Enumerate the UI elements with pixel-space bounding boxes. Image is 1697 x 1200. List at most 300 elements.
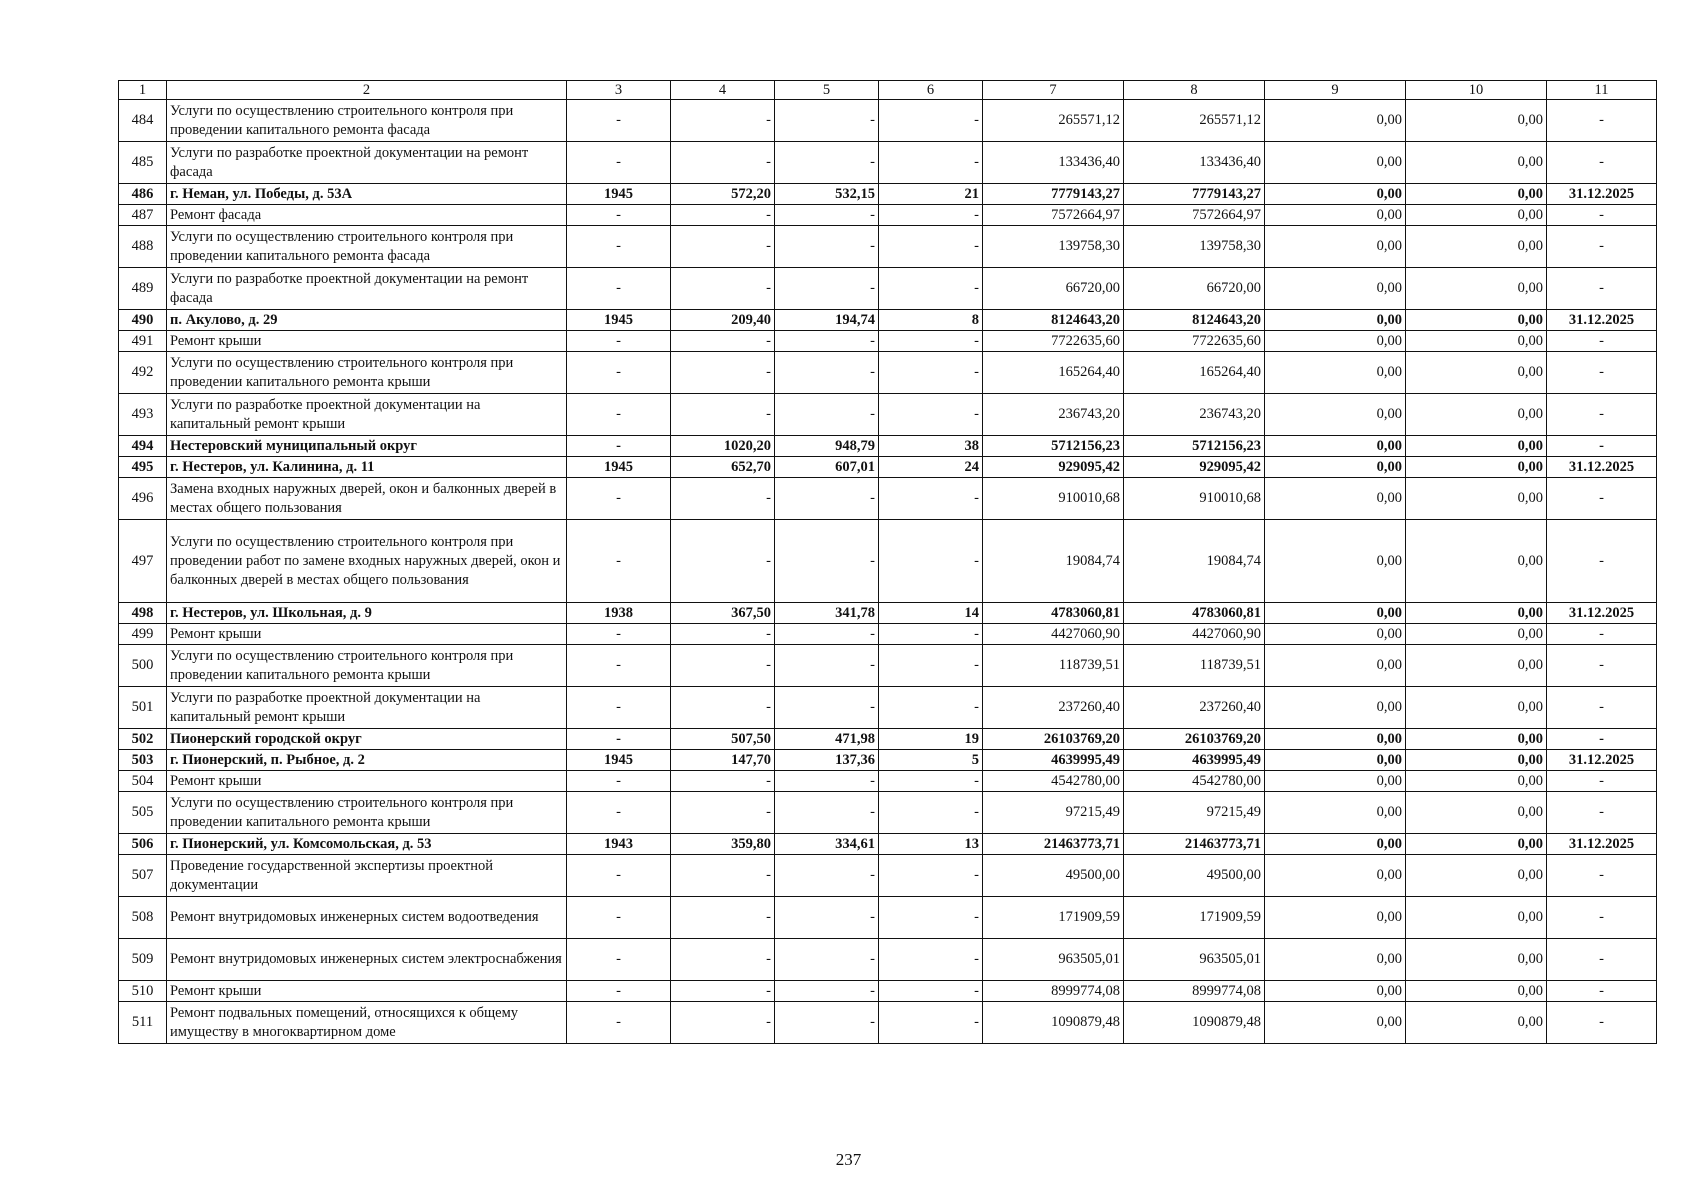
living-area-cell: - bbox=[775, 939, 879, 981]
living-area-cell: - bbox=[775, 1002, 879, 1044]
residents-cell: - bbox=[879, 226, 983, 268]
residents-cell: - bbox=[879, 939, 983, 981]
row-number-cell: 491 bbox=[119, 331, 167, 352]
budget-cost-cell: 0,00 bbox=[1265, 184, 1406, 205]
budget-cost-cell: 0,00 bbox=[1265, 205, 1406, 226]
row-number-cell: 497 bbox=[119, 520, 167, 603]
area-cell: - bbox=[671, 205, 775, 226]
deadline-cell: - bbox=[1547, 100, 1657, 142]
area-cell: - bbox=[671, 352, 775, 394]
table-row bbox=[119, 268, 1657, 310]
budget-cost-cell: 0,00 bbox=[1265, 478, 1406, 520]
other-cost-cell: 0,00 bbox=[1406, 142, 1547, 184]
row-number-cell: 506 bbox=[119, 834, 167, 855]
total-cost-cell: 5712156,23 bbox=[983, 436, 1124, 457]
total-cost-cell: 21463773,71 bbox=[983, 834, 1124, 855]
item-name-cell: г. Нестеров, ул. Калинина, д. 11 bbox=[167, 457, 567, 478]
living-area-cell: - bbox=[775, 520, 879, 603]
budget-cost-cell: 0,00 bbox=[1265, 268, 1406, 310]
total-cost-cell: 265571,12 bbox=[983, 100, 1124, 142]
table-row bbox=[119, 520, 1657, 603]
row-number-cell: 505 bbox=[119, 792, 167, 834]
item-name-cell: Ремонт крыши bbox=[167, 981, 567, 1002]
row-number-cell: 509 bbox=[119, 939, 167, 981]
area-cell: 1020,20 bbox=[671, 436, 775, 457]
document-page bbox=[118, 80, 1656, 1044]
item-name-cell: Пионерский городской округ bbox=[167, 729, 567, 750]
row-number-cell: 504 bbox=[119, 771, 167, 792]
page-number: 237 bbox=[835, 1150, 862, 1169]
year-cell: - bbox=[567, 939, 671, 981]
budget-cost-cell: 0,00 bbox=[1265, 939, 1406, 981]
residents-cell: 21 bbox=[879, 184, 983, 205]
deadline-cell: 31.12.2025 bbox=[1547, 310, 1657, 331]
table-row bbox=[119, 184, 1657, 205]
residents-cell: - bbox=[879, 1002, 983, 1044]
table-row bbox=[119, 687, 1657, 729]
budget-cost-cell: 0,00 bbox=[1265, 603, 1406, 624]
residents-cell: - bbox=[879, 520, 983, 603]
area-cell: - bbox=[671, 771, 775, 792]
total-cost-cell: 8124643,20 bbox=[983, 310, 1124, 331]
row-number-cell: 496 bbox=[119, 478, 167, 520]
column-number: 6 bbox=[879, 81, 983, 100]
deadline-cell: - bbox=[1547, 268, 1657, 310]
year-cell: 1945 bbox=[567, 184, 671, 205]
area-cell: - bbox=[671, 331, 775, 352]
column-number: 5 bbox=[775, 81, 879, 100]
living-area-cell: - bbox=[775, 394, 879, 436]
table-row bbox=[119, 750, 1657, 771]
living-area-cell: - bbox=[775, 981, 879, 1002]
table-row bbox=[119, 792, 1657, 834]
deadline-cell: - bbox=[1547, 142, 1657, 184]
living-area-cell: 334,61 bbox=[775, 834, 879, 855]
budget-cost-cell: 0,00 bbox=[1265, 394, 1406, 436]
item-name-cell: г. Неман, ул. Победы, д. 53А bbox=[167, 184, 567, 205]
area-cell: - bbox=[671, 226, 775, 268]
table-row bbox=[119, 310, 1657, 331]
deadline-cell: - bbox=[1547, 520, 1657, 603]
other-cost-cell: 0,00 bbox=[1406, 750, 1547, 771]
row-number-cell: 495 bbox=[119, 457, 167, 478]
fund-cost-cell: 8124643,20 bbox=[1124, 310, 1265, 331]
other-cost-cell: 0,00 bbox=[1406, 478, 1547, 520]
living-area-cell: 948,79 bbox=[775, 436, 879, 457]
table-body bbox=[119, 100, 1657, 1044]
fund-cost-cell: 139758,30 bbox=[1124, 226, 1265, 268]
living-area-cell: 137,36 bbox=[775, 750, 879, 771]
other-cost-cell: 0,00 bbox=[1406, 394, 1547, 436]
other-cost-cell: 0,00 bbox=[1406, 352, 1547, 394]
fund-cost-cell: 4427060,90 bbox=[1124, 624, 1265, 645]
residents-cell: - bbox=[879, 100, 983, 142]
area-cell: 359,80 bbox=[671, 834, 775, 855]
other-cost-cell: 0,00 bbox=[1406, 205, 1547, 226]
other-cost-cell: 0,00 bbox=[1406, 624, 1547, 645]
fund-cost-cell: 171909,59 bbox=[1124, 897, 1265, 939]
table-row bbox=[119, 457, 1657, 478]
deadline-cell: 31.12.2025 bbox=[1547, 603, 1657, 624]
deadline-cell: - bbox=[1547, 897, 1657, 939]
total-cost-cell: 4783060,81 bbox=[983, 603, 1124, 624]
residents-cell: - bbox=[879, 352, 983, 394]
row-number-cell: 492 bbox=[119, 352, 167, 394]
deadline-cell: - bbox=[1547, 226, 1657, 268]
row-number-cell: 499 bbox=[119, 624, 167, 645]
budget-cost-cell: 0,00 bbox=[1265, 331, 1406, 352]
area-cell: - bbox=[671, 394, 775, 436]
budget-cost-cell: 0,00 bbox=[1265, 310, 1406, 331]
total-cost-cell: 4639995,49 bbox=[983, 750, 1124, 771]
other-cost-cell: 0,00 bbox=[1406, 855, 1547, 897]
residents-cell: 13 bbox=[879, 834, 983, 855]
total-cost-cell: 7572664,97 bbox=[983, 205, 1124, 226]
column-number-row bbox=[119, 81, 1657, 100]
item-name-cell: Ремонт крыши bbox=[167, 624, 567, 645]
budget-cost-cell: 0,00 bbox=[1265, 687, 1406, 729]
row-number-cell: 510 bbox=[119, 981, 167, 1002]
deadline-cell: - bbox=[1547, 478, 1657, 520]
other-cost-cell: 0,00 bbox=[1406, 226, 1547, 268]
total-cost-cell: 133436,40 bbox=[983, 142, 1124, 184]
total-cost-cell: 97215,49 bbox=[983, 792, 1124, 834]
budget-cost-cell: 0,00 bbox=[1265, 729, 1406, 750]
row-number-cell: 507 bbox=[119, 855, 167, 897]
living-area-cell: 471,98 bbox=[775, 729, 879, 750]
budget-cost-cell: 0,00 bbox=[1265, 624, 1406, 645]
year-cell: 1943 bbox=[567, 834, 671, 855]
other-cost-cell: 0,00 bbox=[1406, 331, 1547, 352]
year-cell: - bbox=[567, 142, 671, 184]
year-cell: - bbox=[567, 352, 671, 394]
residents-cell: 19 bbox=[879, 729, 983, 750]
table-row bbox=[119, 729, 1657, 750]
budget-cost-cell: 0,00 bbox=[1265, 855, 1406, 897]
total-cost-cell: 165264,40 bbox=[983, 352, 1124, 394]
year-cell: - bbox=[567, 100, 671, 142]
table-row bbox=[119, 624, 1657, 645]
area-cell: - bbox=[671, 855, 775, 897]
other-cost-cell: 0,00 bbox=[1406, 687, 1547, 729]
item-name-cell: Услуги по разработке проектной документации на ремонт фасада bbox=[167, 142, 567, 184]
item-name-cell: Услуги по разработке проектной документации на капитальный ремонт крыши bbox=[167, 394, 567, 436]
table-row bbox=[119, 897, 1657, 939]
area-cell: 572,20 bbox=[671, 184, 775, 205]
year-cell: 1945 bbox=[567, 310, 671, 331]
item-name-cell: Проведение государственной экспертизы проектной документации bbox=[167, 855, 567, 897]
item-name-cell: Ремонт фасада bbox=[167, 205, 567, 226]
year-cell: - bbox=[567, 624, 671, 645]
area-cell: - bbox=[671, 1002, 775, 1044]
fund-cost-cell: 133436,40 bbox=[1124, 142, 1265, 184]
other-cost-cell: 0,00 bbox=[1406, 268, 1547, 310]
row-number-cell: 494 bbox=[119, 436, 167, 457]
item-name-cell: Услуги по осуществлению строительного контроля при проведении капитального ремонта крыши bbox=[167, 352, 567, 394]
residents-cell: - bbox=[879, 645, 983, 687]
year-cell: - bbox=[567, 792, 671, 834]
budget-cost-cell: 0,00 bbox=[1265, 645, 1406, 687]
table-row bbox=[119, 100, 1657, 142]
fund-cost-cell: 21463773,71 bbox=[1124, 834, 1265, 855]
fund-cost-cell: 4542780,00 bbox=[1124, 771, 1265, 792]
fund-cost-cell: 165264,40 bbox=[1124, 352, 1265, 394]
budget-cost-cell: 0,00 bbox=[1265, 750, 1406, 771]
fund-cost-cell: 237260,40 bbox=[1124, 687, 1265, 729]
area-cell: - bbox=[671, 897, 775, 939]
area-cell: - bbox=[671, 478, 775, 520]
area-cell: - bbox=[671, 520, 775, 603]
total-cost-cell: 1090879,48 bbox=[983, 1002, 1124, 1044]
living-area-cell: - bbox=[775, 268, 879, 310]
table-row bbox=[119, 226, 1657, 268]
column-number: 8 bbox=[1124, 81, 1265, 100]
year-cell: 1945 bbox=[567, 457, 671, 478]
table-row bbox=[119, 834, 1657, 855]
total-cost-cell: 7722635,60 bbox=[983, 331, 1124, 352]
year-cell: - bbox=[567, 855, 671, 897]
other-cost-cell: 0,00 bbox=[1406, 981, 1547, 1002]
row-number-cell: 498 bbox=[119, 603, 167, 624]
living-area-cell: - bbox=[775, 142, 879, 184]
residents-cell: - bbox=[879, 331, 983, 352]
other-cost-cell: 0,00 bbox=[1406, 729, 1547, 750]
item-name-cell: Замена входных наружных дверей, окон и балконных дверей в местах общего пользования bbox=[167, 478, 567, 520]
area-cell: 209,40 bbox=[671, 310, 775, 331]
area-cell: - bbox=[671, 100, 775, 142]
column-number: 2 bbox=[167, 81, 567, 100]
budget-cost-cell: 0,00 bbox=[1265, 771, 1406, 792]
year-cell: - bbox=[567, 729, 671, 750]
other-cost-cell: 0,00 bbox=[1406, 645, 1547, 687]
other-cost-cell: 0,00 bbox=[1406, 834, 1547, 855]
total-cost-cell: 49500,00 bbox=[983, 855, 1124, 897]
area-cell: - bbox=[671, 981, 775, 1002]
residents-cell: - bbox=[879, 792, 983, 834]
area-cell: 507,50 bbox=[671, 729, 775, 750]
table-row bbox=[119, 939, 1657, 981]
row-number-cell: 493 bbox=[119, 394, 167, 436]
item-name-cell: г. Нестеров, ул. Школьная, д. 9 bbox=[167, 603, 567, 624]
table-row bbox=[119, 205, 1657, 226]
row-number-cell: 503 bbox=[119, 750, 167, 771]
budget-cost-cell: 0,00 bbox=[1265, 981, 1406, 1002]
living-area-cell: - bbox=[775, 352, 879, 394]
fund-cost-cell: 1090879,48 bbox=[1124, 1002, 1265, 1044]
budget-cost-cell: 0,00 bbox=[1265, 520, 1406, 603]
year-cell: - bbox=[567, 645, 671, 687]
total-cost-cell: 237260,40 bbox=[983, 687, 1124, 729]
fund-cost-cell: 7572664,97 bbox=[1124, 205, 1265, 226]
row-number-cell: 501 bbox=[119, 687, 167, 729]
living-area-cell: - bbox=[775, 855, 879, 897]
budget-cost-cell: 0,00 bbox=[1265, 897, 1406, 939]
fund-cost-cell: 236743,20 bbox=[1124, 394, 1265, 436]
total-cost-cell: 7779143,27 bbox=[983, 184, 1124, 205]
year-cell: - bbox=[567, 981, 671, 1002]
year-cell: - bbox=[567, 520, 671, 603]
total-cost-cell: 66720,00 bbox=[983, 268, 1124, 310]
residents-cell: - bbox=[879, 205, 983, 226]
residents-cell: - bbox=[879, 771, 983, 792]
row-number-cell: 508 bbox=[119, 897, 167, 939]
budget-cost-cell: 0,00 bbox=[1265, 352, 1406, 394]
residents-cell: 5 bbox=[879, 750, 983, 771]
living-area-cell: - bbox=[775, 897, 879, 939]
item-name-cell: Нестеровский муниципальный округ bbox=[167, 436, 567, 457]
year-cell: - bbox=[567, 897, 671, 939]
year-cell: - bbox=[567, 687, 671, 729]
row-number-cell: 486 bbox=[119, 184, 167, 205]
fund-cost-cell: 929095,42 bbox=[1124, 457, 1265, 478]
fund-cost-cell: 7722635,60 bbox=[1124, 331, 1265, 352]
budget-cost-cell: 0,00 bbox=[1265, 834, 1406, 855]
area-cell: - bbox=[671, 939, 775, 981]
table-row bbox=[119, 352, 1657, 394]
table-row bbox=[119, 394, 1657, 436]
living-area-cell: 607,01 bbox=[775, 457, 879, 478]
fund-cost-cell: 97215,49 bbox=[1124, 792, 1265, 834]
item-name-cell: Ремонт подвальных помещений, относящихся к общему имуществу в многоквартирном доме bbox=[167, 1002, 567, 1044]
living-area-cell: - bbox=[775, 771, 879, 792]
deadline-cell: - bbox=[1547, 729, 1657, 750]
other-cost-cell: 0,00 bbox=[1406, 184, 1547, 205]
item-name-cell: г. Пионерский, п. Рыбное, д. 2 bbox=[167, 750, 567, 771]
deadline-cell: 31.12.2025 bbox=[1547, 834, 1657, 855]
year-cell: - bbox=[567, 226, 671, 268]
area-cell: - bbox=[671, 624, 775, 645]
budget-cost-cell: 0,00 bbox=[1265, 226, 1406, 268]
row-number-cell: 511 bbox=[119, 1002, 167, 1044]
other-cost-cell: 0,00 bbox=[1406, 792, 1547, 834]
residents-cell: - bbox=[879, 268, 983, 310]
fund-cost-cell: 910010,68 bbox=[1124, 478, 1265, 520]
item-name-cell: Услуги по разработке проектной документации на капитальный ремонт крыши bbox=[167, 687, 567, 729]
total-cost-cell: 963505,01 bbox=[983, 939, 1124, 981]
deadline-cell: - bbox=[1547, 939, 1657, 981]
living-area-cell: - bbox=[775, 478, 879, 520]
row-number-cell: 490 bbox=[119, 310, 167, 331]
fund-cost-cell: 49500,00 bbox=[1124, 855, 1265, 897]
item-name-cell: г. Пионерский, ул. Комсомольская, д. 53 bbox=[167, 834, 567, 855]
deadline-cell: - bbox=[1547, 624, 1657, 645]
year-cell: - bbox=[567, 394, 671, 436]
deadline-cell: - bbox=[1547, 855, 1657, 897]
row-number-cell: 502 bbox=[119, 729, 167, 750]
year-cell: 1938 bbox=[567, 603, 671, 624]
item-name-cell: Ремонт внутридомовых инженерных систем электроснабжения bbox=[167, 939, 567, 981]
living-area-cell: - bbox=[775, 645, 879, 687]
fund-cost-cell: 4639995,49 bbox=[1124, 750, 1265, 771]
item-name-cell: Ремонт крыши bbox=[167, 771, 567, 792]
other-cost-cell: 0,00 bbox=[1406, 939, 1547, 981]
budget-cost-cell: 0,00 bbox=[1265, 792, 1406, 834]
fund-cost-cell: 8999774,08 bbox=[1124, 981, 1265, 1002]
item-name-cell: Ремонт внутридомовых инженерных систем водоотведения bbox=[167, 897, 567, 939]
deadline-cell: - bbox=[1547, 394, 1657, 436]
table-row bbox=[119, 603, 1657, 624]
residents-cell: 24 bbox=[879, 457, 983, 478]
living-area-cell: - bbox=[775, 100, 879, 142]
fund-cost-cell: 5712156,23 bbox=[1124, 436, 1265, 457]
living-area-cell: - bbox=[775, 331, 879, 352]
fund-cost-cell: 19084,74 bbox=[1124, 520, 1265, 603]
deadline-cell: - bbox=[1547, 687, 1657, 729]
other-cost-cell: 0,00 bbox=[1406, 897, 1547, 939]
table-row bbox=[119, 478, 1657, 520]
area-cell: 367,50 bbox=[671, 603, 775, 624]
deadline-cell: - bbox=[1547, 981, 1657, 1002]
total-cost-cell: 910010,68 bbox=[983, 478, 1124, 520]
other-cost-cell: 0,00 bbox=[1406, 436, 1547, 457]
year-cell: - bbox=[567, 331, 671, 352]
living-area-cell: 532,15 bbox=[775, 184, 879, 205]
row-number-cell: 500 bbox=[119, 645, 167, 687]
fund-cost-cell: 118739,51 bbox=[1124, 645, 1265, 687]
budget-cost-cell: 0,00 bbox=[1265, 142, 1406, 184]
fund-cost-cell: 26103769,20 bbox=[1124, 729, 1265, 750]
column-number: 1 bbox=[119, 81, 167, 100]
residents-cell: 38 bbox=[879, 436, 983, 457]
item-name-cell: Услуги по осуществлению строительного контроля при проведении капитального ремонта фасада bbox=[167, 100, 567, 142]
other-cost-cell: 0,00 bbox=[1406, 520, 1547, 603]
table-row bbox=[119, 331, 1657, 352]
other-cost-cell: 0,00 bbox=[1406, 100, 1547, 142]
column-number: 4 bbox=[671, 81, 775, 100]
total-cost-cell: 4542780,00 bbox=[983, 771, 1124, 792]
total-cost-cell: 8999774,08 bbox=[983, 981, 1124, 1002]
item-name-cell: Услуги по разработке проектной документации на ремонт фасада bbox=[167, 268, 567, 310]
area-cell: - bbox=[671, 645, 775, 687]
budget-cost-cell: 0,00 bbox=[1265, 436, 1406, 457]
total-cost-cell: 4427060,90 bbox=[983, 624, 1124, 645]
row-number-cell: 488 bbox=[119, 226, 167, 268]
year-cell: - bbox=[567, 771, 671, 792]
item-name-cell: Услуги по осуществлению строительного контроля при проведении капитального ремонта фасада bbox=[167, 226, 567, 268]
other-cost-cell: 0,00 bbox=[1406, 1002, 1547, 1044]
table-row bbox=[119, 981, 1657, 1002]
table-row bbox=[119, 771, 1657, 792]
year-cell: - bbox=[567, 205, 671, 226]
other-cost-cell: 0,00 bbox=[1406, 771, 1547, 792]
year-cell: - bbox=[567, 436, 671, 457]
fund-cost-cell: 265571,12 bbox=[1124, 100, 1265, 142]
table-row bbox=[119, 1002, 1657, 1044]
budget-cost-cell: 0,00 bbox=[1265, 100, 1406, 142]
living-area-cell: - bbox=[775, 205, 879, 226]
item-name-cell: п. Акулово, д. 29 bbox=[167, 310, 567, 331]
deadline-cell: - bbox=[1547, 792, 1657, 834]
deadline-cell: 31.12.2025 bbox=[1547, 457, 1657, 478]
total-cost-cell: 171909,59 bbox=[983, 897, 1124, 939]
living-area-cell: 194,74 bbox=[775, 310, 879, 331]
total-cost-cell: 236743,20 bbox=[983, 394, 1124, 436]
area-cell: - bbox=[671, 792, 775, 834]
item-name-cell: Услуги по осуществлению строительного контроля при проведении капитального ремонта крыши bbox=[167, 645, 567, 687]
column-number: 9 bbox=[1265, 81, 1406, 100]
area-cell: - bbox=[671, 142, 775, 184]
total-cost-cell: 118739,51 bbox=[983, 645, 1124, 687]
residents-cell: 14 bbox=[879, 603, 983, 624]
year-cell: 1945 bbox=[567, 750, 671, 771]
fund-cost-cell: 963505,01 bbox=[1124, 939, 1265, 981]
total-cost-cell: 26103769,20 bbox=[983, 729, 1124, 750]
deadline-cell: - bbox=[1547, 436, 1657, 457]
living-area-cell: - bbox=[775, 624, 879, 645]
year-cell: - bbox=[567, 268, 671, 310]
total-cost-cell: 19084,74 bbox=[983, 520, 1124, 603]
living-area-cell: - bbox=[775, 792, 879, 834]
